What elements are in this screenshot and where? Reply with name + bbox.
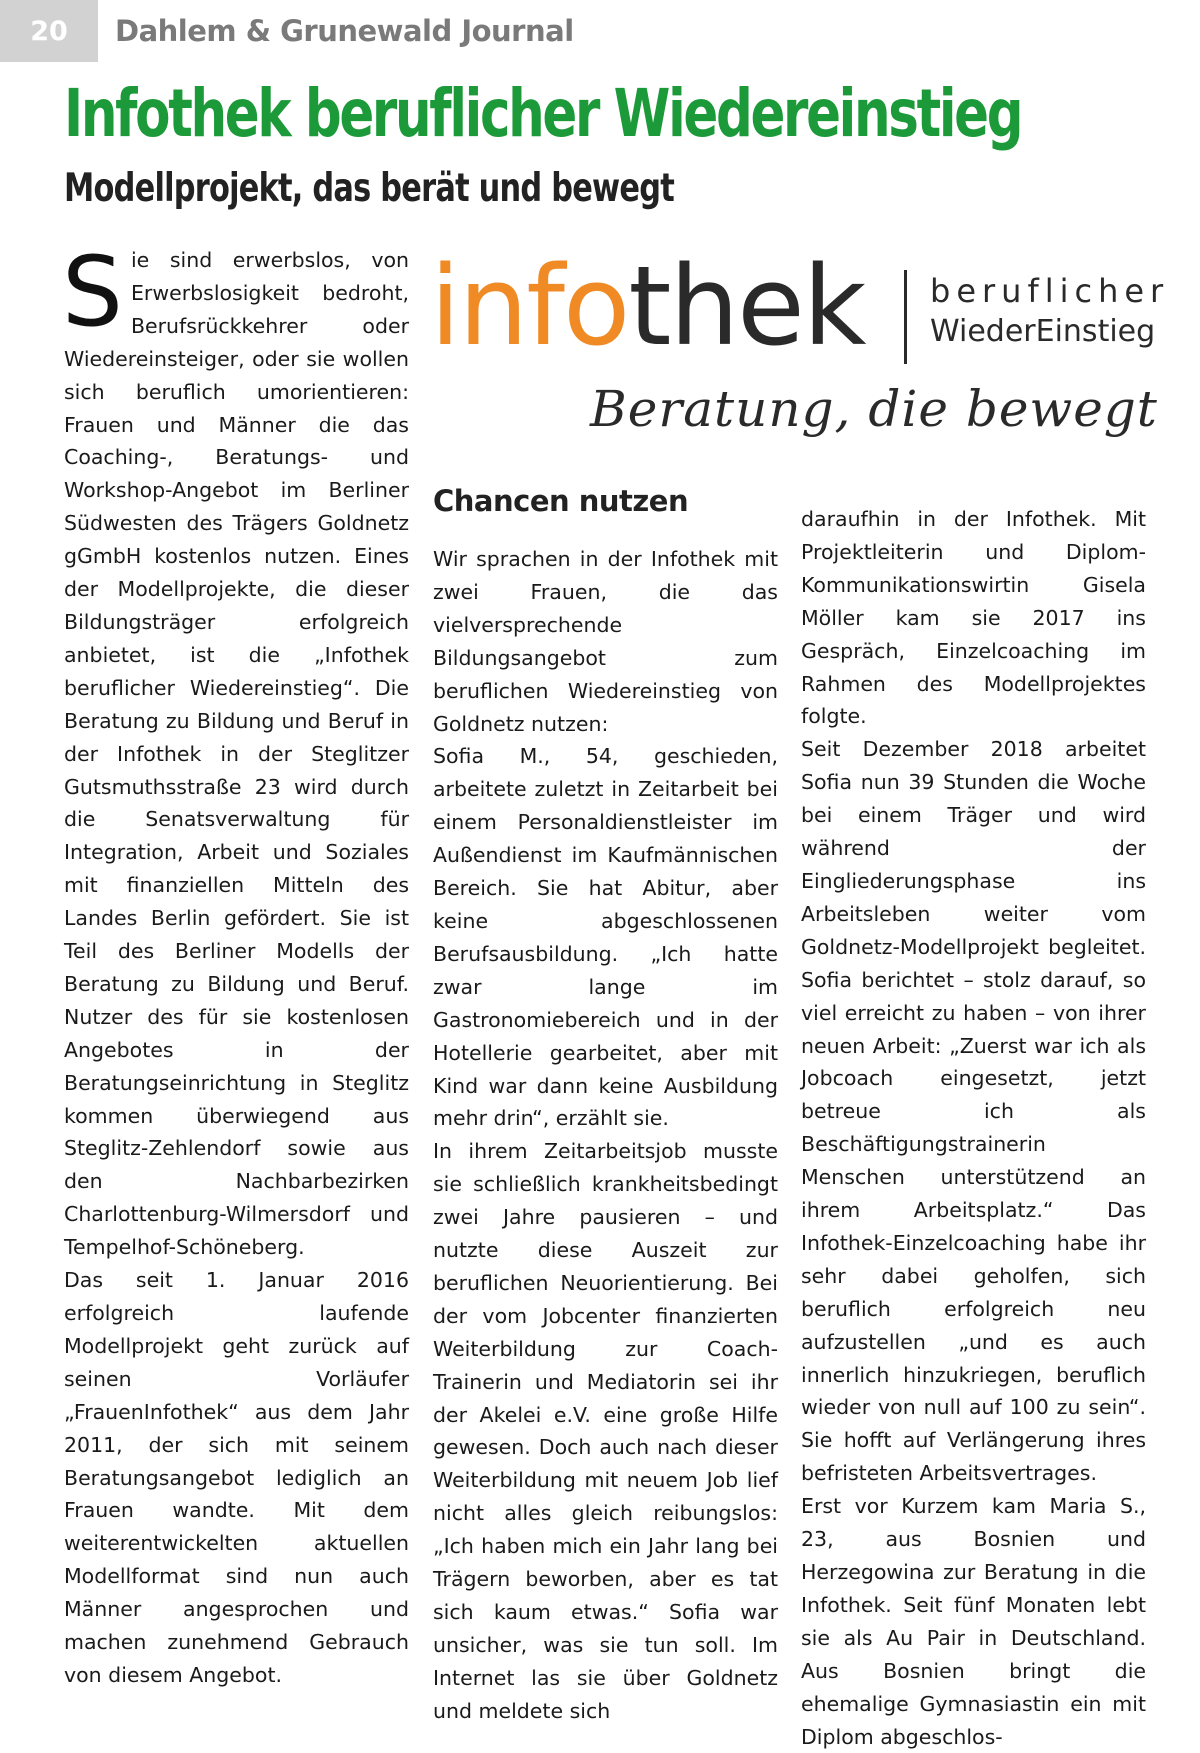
journal-name: Dahlem & Grunewald Journal: [115, 14, 574, 48]
right-paragraph-2: Seit Dezember 2018 arbeitet Sofia nun 39 Stunden die Woche bei einem Träger und wird während der Eingliederungsphase ins Arbeitsleben weiter vom Goldnetz-Modellprojekt begleitet. Sofia berichtet – stolz darauf, so viel erreicht zu haben – von ihrer neuen Arbeit: „Zuerst war ich als Jobcoach eingesetzt, jetzt betreue ich als Beschäftigungstrainerin Menschen unterstützend an ihrem Arbeitsplatz.“ Das Infothek-Einzelcoaching habe ihr sehr dabei geholfen, sich beruflich erfolgreich neu aufzustellen „und es auch innerlich hinzukriegen, beruflich wieder von null auf 100 zu sein“. Sie hofft auf Verlängerung ihres befristeten Arbeitsvertrages.: [801, 737, 1146, 1486]
logo-line-beruflicher: beruflicher: [930, 272, 1170, 310]
page-number: 20: [0, 0, 98, 62]
right-paragraph-1: daraufhin in der Infothek. Mit Projektleiterin und Diplom-Kommunikationswirtin Gisela Möller kam sie 2017 ins Gespräch, Einzelcoaching im Rahmen des Modellprojektes folgte.: [801, 507, 1146, 729]
left-column: [62, 236, 409, 1692]
infothek-logo: [430, 242, 1170, 472]
right-paragraph-3: Erst vor Kurzem kam Maria S., 23, aus Bosnien und Herzegowina zur Beratung in die Infothek. Seit fünf Monaten lebt sie als Au Pair in Deutschland. Aus Bosnien bringt die ehemalige Gymnasiastin ein mit Diplom abgeschlos-: [801, 1494, 1146, 1749]
logo-divider: [904, 270, 907, 364]
middle-column: [433, 543, 778, 1728]
left-paragraph-1-text: ie sind erwerbslos, von Erwerbslosigkeit bedroht, Berufsrückkehrer oder Wiedereinsteiger, oder sie wollen sich beruflich umorientieren: Frauen und Männer die das Coaching-, Beratungs- und Workshop-Angebot im Berliner Südwesten des Trägers Goldnetz gGmbH kostenlos nutzen. Eines der Modellprojekte, die dieser Bildungsträger erfolgreich anbietet, ist die „Infothek beruflicher Wiedereinstieg“. Die Beratung zu Bildung und Beruf in der Infothek in der Steglitzer Gutsmuthsstraße 23 wird durch die Senatsverwaltung für Integration, Arbeit und Soziales mit finanziellen Mitteln des Landes Berlin gefördert. Sie ist Teil des Berliner Modells der Beratung zu Bildung und Beruf. Nutzer des für sie kostenlosen Angebotes in der Beratungseinrichtung in Steglitz kommen überwiegend aus Steglitz-Zehlendorf sowie aus den Nachbarbezirken Charlottenburg-Wilmersdorf und Tempelhof-Schöneberg.: [64, 248, 409, 1260]
logo-word-info: info: [430, 242, 629, 370]
mid-paragraph-3: In ihrem Zeitarbeitsjob musste sie schließlich krankheitsbedingt zwei Jahre pausieren – und nutzte diese Auszeit zur beruflichen Neuorientierung. Bei der vom Jobcenter finanzierten Weiterbildung zur Coach-Trainerin und Mediatorin sei ihr der Akelei e.V. eine große Hilfe gewesen. Doch auch nach dieser Weiterbildung mit neuem Job lief nicht alles gleich reibungslos: „Ich haben mich ein Jahr lang bei Trägern beworben, aber es tat sich kaum etwas.“ Sofia war unsicher, was sie tun soll. Im Internet las sie über Goldnetz und meldete sich: [433, 1139, 778, 1723]
logo-word-thek: thek: [628, 242, 865, 370]
article-title: Infothek beruflicher Wiedereinstieg: [64, 75, 1022, 152]
page-header: [0, 0, 1200, 62]
mid-paragraph-2: Sofia M., 54, geschieden, arbeitete zuletzt in Zeitarbeit bei einem Personaldienstleister im Außendienst im Kaufmännischen Bereich. Sie hat Abitur, aber keine abgeschlossenen Berufsausbildung. „Ich hatte zwar lange im Gastronomiebereich und in der Hotellerie gearbeitet, aber mit Kind war dann keine Ausbildung mehr drin“, erzählt sie.: [433, 744, 778, 1131]
right-column: [801, 503, 1146, 1753]
left-paragraph-1: [62, 236, 409, 1264]
section-heading: Chancen nutzen: [433, 484, 689, 518]
logo-wordmark: [430, 240, 865, 372]
article-subtitle: Modellprojekt, das berät und bewegt: [64, 166, 674, 211]
left-paragraph-2: Das seit 1. Januar 2016 erfolgreich laufende Modellprojekt geht zurück auf seinen Vorläufer „FrauenInfothek“ aus dem Jahr 2011, der sich mit seinem Beratungsangebot lediglich an Frauen wandte. Mit dem weiterentwickelten aktuellen Modellformat sind nun auch Männer angesprochen und machen zunehmend Gebrauch von diesem Angebot.: [64, 1268, 409, 1687]
logo-tagline: Beratung, die bewegt: [590, 380, 1158, 438]
dropcap: S: [62, 236, 123, 348]
mid-paragraph-1: Wir sprachen in der Infothek mit zwei Frauen, die das vielversprechende Bildungsangebot zum beruflichen Wiedereinstieg von Goldnetz nutzen:: [433, 547, 778, 736]
logo-line-wiedereinstieg: WiederEinstieg: [930, 314, 1156, 349]
